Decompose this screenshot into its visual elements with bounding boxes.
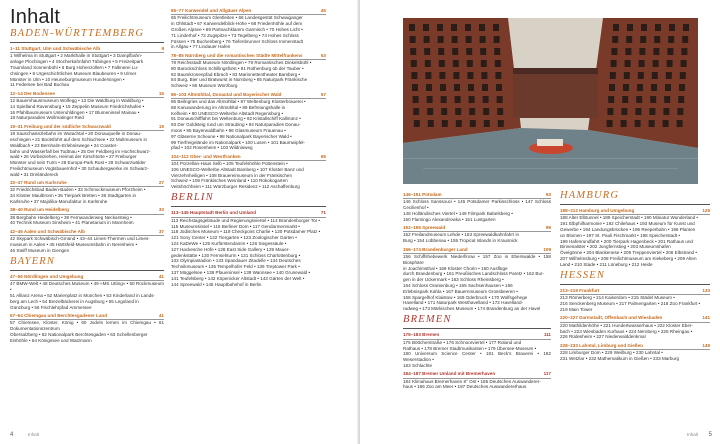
entry-line: 65 Freilichtmuseum Glentleiten • 66 Landesgestüt Schwaiganger <box>171 15 303 21</box>
section-page-number: 109 <box>543 246 551 252</box>
section-page-number: 93 <box>545 192 551 197</box>
section-entries <box>403 379 551 391</box>
section-entries <box>10 131 164 177</box>
section-entries <box>171 60 326 89</box>
section-page-number: 71 <box>320 210 326 216</box>
section-page-number: 149 <box>702 342 710 348</box>
section-title: Nürnberg und die romantischen Städte Mittelfrankens <box>185 52 303 58</box>
section-title: Bremen <box>422 332 440 338</box>
entry-line: 38 Bergbahn Heidelberg • 39 Fernwanderweg Neckarsteig • <box>10 214 132 220</box>
footer-label: Inhalt <box>28 432 40 437</box>
section-page-number: 111 <box>543 332 551 338</box>
entry-line: in Joachimsthal • 159 Kloster Chorin • 160 Ausflüge <box>403 265 508 271</box>
section-page-number: 27 <box>158 180 164 186</box>
toc-section-heading[interactable] <box>560 315 710 321</box>
section-title: Rund um Karlsruhe <box>24 180 67 186</box>
section-entries <box>403 254 551 312</box>
entry-line: 42 Skypark Schwäbisch-Gmünd • 43–44 Limes-Thermen und Limes- <box>10 236 150 242</box>
section-entries <box>10 187 164 204</box>
section-range: 152–155 <box>403 225 423 231</box>
toc-section-heading[interactable] <box>403 371 551 377</box>
entry-line: 19 Sauschwänzlebahn im Wutachtal • 20 Donauquelle in Donau- <box>10 131 142 137</box>
entry-line: gedenkstätte • 130 Fernsehturm • 131 Schloss Charlottenburg • <box>171 252 301 258</box>
toc-section-heading[interactable] <box>403 332 551 338</box>
entry-line: 132 Olympiastadion • 133 Spandauer Zitadelle • 134 Deutsches <box>171 258 301 264</box>
entry-line: 191 Elbphilharmonie • 192 Chilehaus • 193 Museum für Kunst und <box>560 221 695 227</box>
section-page-number: 133 <box>702 288 710 294</box>
entry-line: 34 Kloster Maulbronn • 35 Tierpark Bretten • 36 Stadtgarten in <box>10 193 137 199</box>
entry-line: radweg • 173 Märkisches Museum • 174 Brandenburg an der Havel <box>403 306 541 312</box>
entry-line: Schweiz • 86 Museum Würzburg <box>171 83 238 89</box>
entry-line: 88 Kanuwanderung im Altmühltal • 89 Befreiungshalle in <box>171 104 286 110</box>
section-page-number: 9 <box>161 46 164 51</box>
entry-line: 51 Allianz Arena • 52 Marienplatz in München • 53 Kinderland in Lands- <box>10 293 155 299</box>
entry-line: 184 Klimahaus Bremerhaven 8° Ost • 185 Deutsches Auswanderer- <box>403 378 541 384</box>
toc-section-heading[interactable] <box>10 124 164 130</box>
toc-column-3 <box>403 190 551 393</box>
section-page-number: 53 <box>320 52 326 58</box>
region-rule <box>10 42 164 43</box>
entry-line: Füssen • 75 Buchenberg • 76 Tiefenbrunner Schloss Immenstadt <box>171 38 303 44</box>
entry-line: Binnenalster • 202 Jungfernstieg • 203 Museumshafen <box>560 244 671 250</box>
entry-line: 97 Gläserne Scheune • 98 Nationalpark Bayerischer Wald • <box>171 133 292 139</box>
section-entries <box>171 161 326 190</box>
section-range: 156–174 <box>403 246 423 252</box>
section-range: 86–103 <box>171 91 188 97</box>
section-title: Lahntal, Limburg und Gießen <box>579 342 643 348</box>
section-range: 65–77 <box>171 8 186 13</box>
section-range: 57–64 <box>10 312 25 318</box>
toc-section-heading[interactable] <box>10 313 164 319</box>
entry-line: Kelheim • 90 UNESCO-Welterbe Altstadt Regensburg • <box>171 110 284 116</box>
section-range: 184–187 <box>403 371 423 377</box>
section-entries <box>10 215 164 227</box>
entry-line: 99 Tierfreigelände im Nationalpark • 100 Lusen • 101 Baumwipfel- <box>171 139 305 145</box>
entry-line: museum in Aalen • 45 Härtsfeld-Museumsbahn in Neresheim • <box>10 241 138 247</box>
toc-section-heading[interactable] <box>10 91 164 97</box>
entry-line: 168 Spargelhof Klaistow • 169 Oderbruch • 170 Wolfsgehege <box>403 294 528 300</box>
section-range: 47–56 <box>10 274 25 280</box>
hamburg-speicherstadt-photo <box>403 18 698 184</box>
section-entries <box>560 215 710 267</box>
right-page <box>360 0 720 444</box>
entry-line: Münster in Ulm • 10 Heuneburgmuseum Hundersingen • <box>10 76 125 82</box>
section-entries <box>171 218 326 288</box>
section-page-number: 19 <box>158 123 164 129</box>
entry-line: Eishöhle • 64 Königssee und Watzmann <box>10 337 92 343</box>
region-heading: HESSEN <box>560 270 606 282</box>
entry-line: 86 Beilngries und das Altmühltal • 87 Weltenburg Klosterbrauerei • <box>171 98 306 104</box>
entry-line: 146 Schloss Sanssouci • 145 Potsdamer Parkisschloss • 147 Schloss Cecilienhof • <box>403 199 551 211</box>
entry-line: 47 BMW-Welt • 48 Deutsches Museum • 49 »MS Utting« • 50 Rockmuseum • <box>10 281 164 293</box>
entry-line: 93 Der Goldsteig rund um Straubing • 94 Naturparadies Donau- <box>171 122 301 128</box>
toc-section-heading[interactable] <box>560 208 710 214</box>
section-range: 104–112 <box>171 153 190 159</box>
section-entries <box>10 98 164 121</box>
toc-section-heading[interactable] <box>171 53 326 59</box>
section-title: Stuttgart, Ulm und Schwäbische Alb <box>21 46 101 51</box>
entry-line: 106 UNESCO-Welterbe Altstadt Bamberg • 107 Kloster Banz und <box>171 166 304 172</box>
section-title: Potsdam <box>422 192 442 197</box>
entry-line: 14 Spielland Ravensburg • 15 Zeppelin Museum Friedrichshafen • <box>10 103 145 109</box>
region-heading: BERLIN <box>171 192 214 204</box>
toc-section-heading[interactable] <box>403 192 551 198</box>
entry-line: 104 Porzellan-Haus Selb • 105 Teufelshöhle Pottenstein • <box>171 161 288 166</box>
section-page-number: 65 <box>320 153 326 159</box>
toc-section-heading[interactable] <box>560 288 710 294</box>
section-page-number: 99 <box>545 225 551 231</box>
entry-line: Freilichtmuseum Vogtsbauernhof • 30 Schaubergwerke im Schwarz- <box>10 165 149 171</box>
section-range: 1–11 <box>10 46 22 51</box>
toc-section-heading[interactable] <box>560 343 710 349</box>
section-range: 12–14 <box>10 90 25 96</box>
entry-line: 91 Donauschifffahrt bei Weltenburg • 92 Kristallschiff Kallmünz • <box>171 116 301 122</box>
section-page-number: 117 <box>543 371 551 377</box>
entry-line: Waldbach • 23 Bernhalm-Erlebniswege • 24 Coaster- <box>10 142 118 148</box>
section-entries <box>560 295 710 312</box>
toc-section-heading[interactable] <box>171 154 326 160</box>
entry-line: 1 Wilhelma in Stuttgart • 2 Markthalle in Stuttgart • 3 Dampfbahn- <box>10 53 143 59</box>
entry-line: Günzburg • 56 Fischlehrpfad Ammersee <box>10 304 92 310</box>
entry-line: in Allgäu • 77 Lindauer Hafen <box>171 44 231 50</box>
entry-line: 118 Jüdisches Museum • 119 Checkpoint Charlie • 120 Potsdamer Platz • <box>171 229 321 235</box>
region-heading: BREMEN <box>403 314 452 326</box>
entry-line: anlage Plochingen • 4 Stocherkahnfahrt Tübingen • 5 Freizeitpark <box>10 59 144 65</box>
section-range: 19–31 <box>10 123 25 129</box>
entry-line: Rathaus • 178 Bremer Stadtmusikanten • 179 Übersee-Museum • <box>403 345 537 351</box>
toc-column-4 <box>560 190 710 364</box>
entry-line: un Blomen • 197 St. Pauli Fischmarkt • 198 Speicherstadt • <box>560 232 680 238</box>
entry-line: 175 Böttcherstraße • 176 Schnoorviertel • 177 Roland und <box>403 339 522 345</box>
entry-line: 219 Main Tower <box>560 307 593 313</box>
entry-line: durch Brandenburg • 161 Preußisches Landschloss Paretz • 162 Bur- <box>403 271 545 277</box>
region-rule <box>403 328 551 329</box>
entry-line: 113 Reichstagsgebäude und Regierungsviertel • 114 Brandenburger Tor • <box>171 217 321 223</box>
entry-line: 32 Friedrichsbad Baden-Baden • 33 Schmuckmuseum Pforzheim • <box>10 187 146 193</box>
section-title: Spreewald <box>422 225 446 231</box>
entry-line: Land • 210 Stade • 211 Lüneburg • 212 Heide <box>560 261 653 267</box>
section-page-number: 33 <box>158 207 164 213</box>
entry-line: pfad • 102 Rosenheim • 103 Wildnisweg <box>171 145 253 151</box>
entry-line: Erlebnispark Kahla • 167 Bauernmuseum Grossbeeren • <box>403 288 518 294</box>
footer-label-right: Inhalt <box>686 432 698 437</box>
section-page-number: 41 <box>158 312 164 318</box>
section-page-number: 57 <box>320 91 326 97</box>
entry-line: 231 Wetzlar • 232 Mathematikum in Gießen • 233 Marburg <box>560 355 680 361</box>
toc-section-heading[interactable] <box>10 46 164 52</box>
entry-line: 11 Federsee bei Bad Buchau <box>10 82 70 88</box>
entry-line: Schweiz • 109 Fränkisches Weinland • 110 Rokokogarten <box>171 178 288 184</box>
section-range: 78–85 <box>171 52 186 58</box>
section-page-number: 45 <box>320 8 326 13</box>
entry-line: 115 Museumsinsel • 116 Berliner Dom • 117 Gendarmenmarkt • <box>171 223 300 229</box>
entry-line: 141 Teufelsberg • 142 Köpenicker Altstadt • 143 Gärten der Welt • <box>171 275 305 281</box>
section-entries <box>171 99 326 151</box>
toc-section-heading[interactable] <box>403 225 551 231</box>
section-title: Frankfurt <box>579 288 600 294</box>
section-entries <box>10 281 164 310</box>
toc-section-heading[interactable] <box>10 274 164 280</box>
region-heading: BAYERN <box>10 256 56 268</box>
section-title: Bremer Umland mit Bremerhaven <box>422 371 496 377</box>
section-range: 113–145 <box>171 210 190 216</box>
entry-line: haus • 186 Zoo am Meer • 187 Deutsches Auswandererhaus <box>403 384 527 390</box>
page-number-right: 5 <box>708 432 712 438</box>
section-range: 228–233 <box>560 342 580 348</box>
toc-column-2 <box>171 6 326 290</box>
entry-line: Havelland • 171 Naturpark Westhavelland • 172 Havelland- <box>403 300 524 306</box>
section-range: 175–183 <box>403 332 423 338</box>
entry-line: 150 Flamingo Alexandrowka • 151 Lustgarten <box>403 216 496 222</box>
section-range: 188–212 <box>560 208 580 213</box>
entry-line: 180 Universum Science Center • 181 Beck's Brauerei • 182 Weserstadion • <box>403 351 551 363</box>
entry-line: Technikmuseum • 135 Tempelhofer Feld • 136 Treptower Park • <box>171 264 300 270</box>
entry-line: 46 Steiff Museum in Giengen <box>10 247 70 253</box>
region-heading: BADEN-WÜRTTEMBERG <box>10 28 145 39</box>
section-title: Chiemgau und Berchtesgadener Land <box>24 312 108 318</box>
section-entries <box>10 53 164 88</box>
section-range: 220–227 <box>560 315 580 321</box>
entry-line: 78 Reichsstadt Museum Nördlingen • 79 Romantisches Dinkelsbühl • <box>171 60 312 66</box>
entry-line: moos • 95 Bayerwaldbahn • 96 Glasmuseum Frauenau • <box>171 127 286 133</box>
entry-line: eschingen • 21 Bootsfahrt auf dem Schluchsee • 22 Multmuseum in <box>10 136 148 142</box>
toc-section-heading[interactable] <box>403 247 551 253</box>
section-title: Aalen und Schwäbische Alb <box>23 228 85 234</box>
section-page-number: 37 <box>158 228 164 234</box>
entry-line: 40 Technik Museum Sinsheim • 41 Planetarium in Mannheim <box>10 220 134 226</box>
entry-line: 216 Senckenberg Museum • 217 Palmengarten • 218 Zoo Frankfurt • <box>560 301 701 307</box>
toc-section-heading[interactable] <box>171 210 326 216</box>
region-rule <box>560 284 710 285</box>
entry-line: Obersalzberg • 62 Nationalpark Berchtesgaden • 63 Schellenberger <box>10 331 148 337</box>
entry-line: 124 KaDeWe • 125 Kurfürstendamm • 126 Siegessäule • <box>171 241 287 247</box>
entry-line: 226 Rüdesheim • 227 Niederwalddenkmal <box>560 334 646 340</box>
entry-line: Burg • 154 Lübbenau • 155 Tropical Islands in Krausnick <box>403 238 518 244</box>
entry-line: Münster und sein Turm • 28 Europa-Park Rust • 29 Schwarzwälder <box>10 160 146 166</box>
entry-line: 71 Linderhof • 72 Zugspitze • 73 Tegelberg • 74 Hohes Schloss <box>171 32 299 38</box>
section-entries <box>403 340 551 369</box>
entry-line: Karlsruhe • 37 Majolika-Manufaktur in Karlsruhe <box>10 199 108 204</box>
entry-line: gen in der Uckermark • 163 Schloss Rheinsberg • <box>403 277 504 283</box>
section-entries <box>10 236 164 253</box>
entry-line: 137 Müggelsee • 138 Pfaueninsel • 139 Wannsee • 140 Grunewald • <box>171 270 311 276</box>
entry-line: 144 Spreewald • 145 Hauptbahnhof in Berlin <box>171 281 262 287</box>
section-title: Hamburg und Umgebung <box>579 208 635 213</box>
entry-line: 207 Wilhelmsburg • 208 Freilichtmuseum am Kiekeberg • 209 Alten <box>560 255 697 261</box>
entry-line: 12 Bauernhausmuseum Wolfegg • 13 Die Waldburg in Waldburg • <box>10 98 144 104</box>
section-range: 32–37 <box>10 180 25 186</box>
entry-line: wald • 26 Vorbeiziehen, Heimat der Kirschtorte • 27 Freiburger <box>10 154 137 160</box>
section-entries <box>560 350 710 362</box>
toc-section-heading[interactable] <box>171 92 326 98</box>
entry-line: 152 Freilandmuseum Lehde • 153 Spreewaldkahnfahrt in <box>403 232 520 238</box>
entry-line: 127 Hackesche Höfe • 128 East Side Gallery • 129 Mauer- <box>171 246 290 252</box>
page-title: Inhalt <box>10 6 61 28</box>
entry-line: Vierzehnheiligen • 108 Brauereimuseum in der Fränkischen <box>171 172 293 178</box>
entry-line: 156 Schiffshebewerk Niederfinow • 157 Zoo in Eberswalde • 158 Biosphäre <box>403 253 551 265</box>
section-page-number: 125 <box>702 208 710 213</box>
region-rule <box>171 206 326 207</box>
section-page-number: 15 <box>158 90 164 96</box>
entry-line: 80 Barockschloss Schillingsfürst • 81 Rothenburg ob der Tauber • <box>171 65 304 71</box>
section-title: Darmstadt, Offenbach und Wiesbaden <box>579 315 663 321</box>
entry-line: 16 Pfahlbaumuseum Unteruhldingen • 17 Blumeninsel Mainau • <box>10 109 140 115</box>
entry-line: wald • 31 Dreiländereck <box>10 171 59 177</box>
section-range: 42–46 <box>10 228 24 234</box>
entry-line: 84 Burg, Bier und Bratwurst in Nürnberg • 85 Naturpark Fränkische <box>171 77 308 83</box>
section-page-number: 41 <box>158 274 164 280</box>
entry-line: berg am Lech • 54 Brezelbäckerei in Augsburg • 55 Legoland in <box>10 298 139 304</box>
canal-photo-illustration <box>403 18 698 184</box>
region-rule <box>560 204 710 205</box>
entry-line: 164 Schloss Oranienburg • 165 Sachsenhausen • 166 <box>403 282 513 288</box>
section-range: 213–219 <box>560 288 580 294</box>
entry-line: 183 Schlachte <box>403 363 433 368</box>
section-entries <box>171 15 326 50</box>
entry-line: 82 Baumkronenpfad Ebrach • 83 Marionettentheater Bamberg • <box>171 71 301 77</box>
entry-line: in Ohlstadt • 67 Karwendelblick-Höhe • 68 Friedenhöhle auf dem <box>171 21 303 27</box>
section-entries <box>560 323 710 340</box>
section-range: 146–151 <box>403 192 423 197</box>
entry-line: 57 Chiemsee, Kloster, König • 60 Jodeln lernen im Chiemgau • 61 Dokumentationszentrum <box>10 320 164 332</box>
toc-section-heading[interactable] <box>10 207 164 213</box>
section-title: Ober- und Westfranken <box>189 153 241 159</box>
entry-line: Gewerbe • 194 Landungsbrücken • 195 Reeperbahn • 196 Planten <box>560 226 696 232</box>
entry-line: 18 Naturparadies Wollmatinger Ried <box>10 115 84 121</box>
entry-line: 148 Holländisches Viertel • 149 Filmpark Babelsberg • <box>403 210 513 216</box>
entry-line: Großen Alpsee • 69 Partnachklamm Garmisch • 70 Hohes Licht • <box>171 26 303 32</box>
entry-line: Övelgönne • 204 Blankenese • 205 Treppenviertel • 206 Elbstrand • <box>560 250 697 256</box>
section-page-number: 141 <box>702 315 710 321</box>
section-title: Nördlingen und Umgebung <box>24 274 84 280</box>
entry-line: 220 Mathildenhöhe • 221 Hundertwasserhaus • 222 Kloster Eber- <box>560 322 693 328</box>
entry-line: 228 Limburger Dom • 229 Weilburg • 230 Lahntal • <box>560 350 663 356</box>
section-entries <box>403 232 551 244</box>
section-title: Brandenburger Land <box>422 246 468 252</box>
section-title: Altmühltal, Donautal und Bayerischer Wald <box>187 91 282 97</box>
toc-section-heading[interactable] <box>10 229 164 235</box>
section-entries <box>403 199 551 222</box>
entry-line: chsingen • 8 Urgeschichtliches Museum Blaubeuren • 9 Ulmer <box>10 70 137 76</box>
entry-line: bach • 223 Wiesbaden Kurhaus • 224 Neroberg • 225 Rheingau • <box>560 328 693 334</box>
toc-section-heading[interactable] <box>171 8 326 14</box>
entry-line: bahn und Wasserfall bei Todtnau • 25 Der Feldberg im Hochschwarz- <box>10 148 151 154</box>
toc-column-1 <box>10 28 164 346</box>
entry-line: 188 Alter Elbtunnel • 189 Speicherstadt • 190 Miniatur Wunderland • <box>560 215 699 221</box>
entry-line: 199 Hafenrundfahrt • 200 Tierpark Hagenbeck • 201 Rathaus und <box>560 238 693 244</box>
entry-line: Traumland Sonnenbühl • 6 Burg Hohenzollern • 7 Falknerei Lu- <box>10 64 139 70</box>
section-entries <box>10 320 164 343</box>
section-title: Freiburg und der südliche Schwarzwald <box>24 123 111 129</box>
section-title: Hauptstadt Berlin und Umland <box>189 210 257 216</box>
entry-line: 213 Römerberg • 214 Kaiserdom • 215 Städel Museum • <box>560 295 675 301</box>
section-title: Karwendel und Allgäuer Alpen <box>185 8 252 13</box>
entry-line: Veitshöchheim • 111 Würzburger Residenz • 112 Aschaffenburg <box>171 184 300 190</box>
section-range: 38–40 <box>10 207 25 213</box>
region-heading: HAMBURG <box>560 190 620 201</box>
toc-section-heading[interactable] <box>10 180 164 186</box>
section-title: Der Bodensee <box>24 90 55 96</box>
section-title: Rund um Heidelberg <box>24 207 69 213</box>
page-number: 4 <box>10 432 14 438</box>
entry-line: 121 Sony Center • 122 Tiergarten • 123 Zoologischer Garten • <box>171 235 297 241</box>
region-rule <box>10 270 164 271</box>
